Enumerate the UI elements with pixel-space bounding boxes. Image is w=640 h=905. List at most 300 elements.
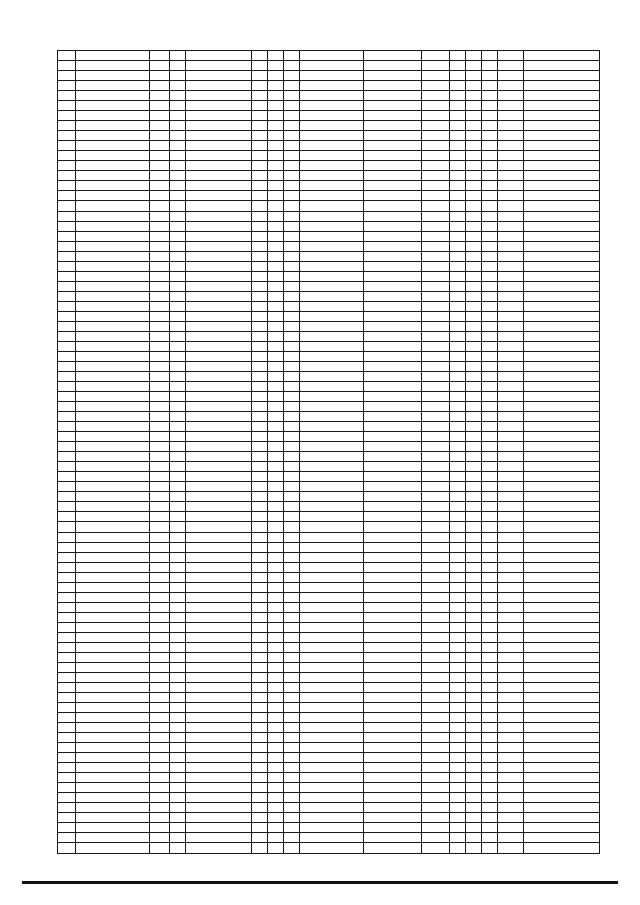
empty-cell [284, 271, 300, 281]
empty-cell [466, 522, 482, 532]
empty-cell [466, 773, 482, 783]
house-number [422, 432, 450, 442]
empty-cell [170, 61, 186, 71]
village-name [300, 743, 364, 753]
empty-cell [482, 331, 498, 341]
house-number [422, 361, 450, 371]
house-number [422, 241, 450, 251]
street-name [364, 492, 422, 502]
cadastral-code [76, 693, 150, 703]
street-name [364, 161, 422, 171]
empty-cell [284, 703, 300, 713]
table-row [58, 612, 600, 622]
empty-cell [450, 422, 466, 432]
empty-cell [466, 101, 482, 111]
empty-cell [524, 502, 600, 512]
table-row [58, 301, 600, 311]
empty-cell [450, 462, 466, 472]
empty-cell [284, 351, 300, 361]
empty-cell [150, 271, 170, 281]
empty-cell [466, 211, 482, 221]
house-number [422, 111, 450, 121]
object-type [498, 632, 524, 642]
empty-cell [482, 382, 498, 392]
table-row [58, 773, 600, 783]
empty-cell [450, 321, 466, 331]
empty-cell [150, 753, 170, 763]
table-row [58, 672, 600, 682]
empty-cell [284, 211, 300, 221]
empty-cell [524, 492, 600, 502]
street-name [364, 693, 422, 703]
empty-cell [170, 693, 186, 703]
empty-cell [482, 693, 498, 703]
street-name [364, 763, 422, 773]
table-row [58, 422, 600, 432]
street-name [364, 392, 422, 402]
empty-cell [268, 572, 284, 582]
empty-cell [284, 682, 300, 692]
empty-cell [150, 532, 170, 542]
cadastral-code [76, 743, 150, 753]
object-type [498, 693, 524, 703]
table-row [58, 51, 600, 61]
house-number [422, 331, 450, 341]
empty-cell [170, 241, 186, 251]
street-name [364, 231, 422, 241]
empty-cell [284, 542, 300, 552]
empty-cell [466, 592, 482, 602]
empty-cell [150, 672, 170, 682]
street-name [364, 532, 422, 542]
empty-cell [284, 161, 300, 171]
empty-cell [252, 291, 268, 301]
empty-cell [268, 221, 284, 231]
village-name [300, 171, 364, 181]
empty-cell [524, 101, 600, 111]
empty-cell [450, 111, 466, 121]
empty-cell [482, 51, 498, 61]
house-number [422, 502, 450, 512]
house-number [422, 221, 450, 231]
district-name [186, 562, 252, 572]
empty-cell [466, 813, 482, 823]
empty-cell [482, 181, 498, 191]
empty-cell [284, 582, 300, 592]
empty-cell [284, 251, 300, 261]
empty-cell [170, 743, 186, 753]
empty-cell [170, 763, 186, 773]
empty-cell [170, 111, 186, 121]
row-number [58, 271, 76, 281]
house-number [422, 151, 450, 161]
empty-cell [482, 522, 498, 532]
empty-cell [482, 763, 498, 773]
cadastral-code [76, 191, 150, 201]
empty-cell [252, 793, 268, 803]
object-type [498, 211, 524, 221]
district-name [186, 582, 252, 592]
street-name [364, 773, 422, 783]
empty-cell [450, 372, 466, 382]
village-name [300, 271, 364, 281]
house-number [422, 713, 450, 723]
empty-cell [170, 321, 186, 331]
empty-cell [450, 281, 466, 291]
empty-cell [482, 211, 498, 221]
empty-cell [252, 843, 268, 853]
object-type [498, 181, 524, 191]
empty-cell [150, 191, 170, 201]
row-number [58, 482, 76, 492]
cadastral-code [76, 382, 150, 392]
district-name [186, 452, 252, 462]
district-name [186, 341, 252, 351]
empty-cell [252, 763, 268, 773]
empty-cell [284, 552, 300, 562]
empty-cell [268, 833, 284, 843]
empty-cell [482, 341, 498, 351]
cadastral-code [76, 321, 150, 331]
village-name [300, 733, 364, 743]
empty-cell [450, 81, 466, 91]
district-name [186, 141, 252, 151]
empty-cell [252, 71, 268, 81]
village-name [300, 612, 364, 622]
empty-cell [170, 392, 186, 402]
row-number [58, 171, 76, 181]
row-number [58, 191, 76, 201]
street-name [364, 382, 422, 392]
empty-cell [150, 71, 170, 81]
street-name [364, 713, 422, 723]
empty-cell [450, 773, 466, 783]
village-name [300, 833, 364, 843]
empty-cell [268, 422, 284, 432]
street-name [364, 191, 422, 201]
row-number [58, 713, 76, 723]
empty-cell [450, 311, 466, 321]
empty-cell [170, 612, 186, 622]
street-name [364, 672, 422, 682]
table-row [58, 462, 600, 472]
empty-cell [170, 81, 186, 91]
object-type [498, 251, 524, 261]
empty-cell [466, 632, 482, 642]
empty-cell [450, 713, 466, 723]
empty-cell [150, 642, 170, 652]
empty-cell [268, 61, 284, 71]
row-number [58, 281, 76, 291]
object-type [498, 462, 524, 472]
empty-cell [150, 171, 170, 181]
empty-cell [482, 311, 498, 321]
district-name [186, 331, 252, 341]
empty-cell [150, 612, 170, 622]
empty-cell [252, 211, 268, 221]
cadastral-code [76, 602, 150, 612]
table-row [58, 121, 600, 131]
empty-cell [482, 662, 498, 672]
house-number [422, 101, 450, 111]
empty-cell [252, 733, 268, 743]
empty-cell [150, 91, 170, 101]
district-name [186, 482, 252, 492]
empty-cell [268, 652, 284, 662]
empty-cell [450, 542, 466, 552]
row-number [58, 512, 76, 522]
district-name [186, 301, 252, 311]
district-name [186, 281, 252, 291]
street-name [364, 783, 422, 793]
cadastral-code [76, 452, 150, 462]
empty-cell [466, 823, 482, 833]
empty-cell [524, 361, 600, 371]
district-name [186, 321, 252, 331]
object-type [498, 271, 524, 281]
empty-cell [252, 111, 268, 121]
empty-cell [284, 622, 300, 632]
table-row [58, 361, 600, 371]
empty-cell [524, 201, 600, 211]
empty-cell [284, 121, 300, 131]
district-name [186, 231, 252, 241]
village-name [300, 291, 364, 301]
district-name [186, 572, 252, 582]
street-name [364, 632, 422, 642]
empty-cell [524, 221, 600, 231]
object-type [498, 331, 524, 341]
empty-cell [450, 261, 466, 271]
village-name [300, 502, 364, 512]
empty-cell [524, 773, 600, 783]
table-row [58, 803, 600, 813]
empty-cell [170, 723, 186, 733]
empty-cell [268, 632, 284, 642]
empty-cell [268, 843, 284, 853]
empty-cell [170, 442, 186, 452]
cadastral-code [76, 512, 150, 522]
empty-cell [284, 652, 300, 662]
empty-cell [450, 733, 466, 743]
street-name [364, 733, 422, 743]
row-number [58, 502, 76, 512]
object-type [498, 341, 524, 351]
empty-cell [252, 251, 268, 261]
empty-cell [170, 71, 186, 81]
district-name [186, 502, 252, 512]
district-name [186, 843, 252, 853]
district-name [186, 703, 252, 713]
empty-cell [482, 452, 498, 462]
empty-cell [450, 803, 466, 813]
cadastral-code [76, 271, 150, 281]
table-row [58, 743, 600, 753]
empty-cell [252, 331, 268, 341]
empty-cell [284, 281, 300, 291]
empty-cell [524, 823, 600, 833]
cadastral-code [76, 111, 150, 121]
empty-cell [150, 713, 170, 723]
empty-cell [284, 71, 300, 81]
row-number [58, 91, 76, 101]
row-number [58, 522, 76, 532]
district-name [186, 602, 252, 612]
empty-cell [284, 843, 300, 853]
empty-cell [450, 783, 466, 793]
empty-cell [466, 271, 482, 281]
empty-cell [284, 372, 300, 382]
table-row [58, 482, 600, 492]
village-name [300, 723, 364, 733]
empty-cell [170, 432, 186, 442]
village-name [300, 462, 364, 472]
empty-cell [466, 622, 482, 632]
empty-cell [482, 221, 498, 231]
empty-cell [524, 231, 600, 241]
empty-cell [482, 492, 498, 502]
empty-cell [252, 301, 268, 311]
empty-cell [150, 51, 170, 61]
house-number [422, 522, 450, 532]
empty-cell [268, 111, 284, 121]
empty-cell [252, 512, 268, 522]
object-type [498, 171, 524, 181]
row-number [58, 622, 76, 632]
empty-cell [450, 231, 466, 241]
empty-cell [482, 141, 498, 151]
table-row [58, 321, 600, 331]
empty-cell [466, 241, 482, 251]
district-name [186, 291, 252, 301]
village-name [300, 572, 364, 582]
cadastral-code [76, 622, 150, 632]
house-number [422, 482, 450, 492]
empty-cell [482, 612, 498, 622]
house-number [422, 201, 450, 211]
empty-cell [450, 562, 466, 572]
table-row [58, 783, 600, 793]
empty-cell [482, 793, 498, 803]
table-row [58, 813, 600, 823]
district-name [186, 592, 252, 602]
house-number [422, 693, 450, 703]
empty-cell [170, 361, 186, 371]
cadastral-code [76, 301, 150, 311]
table-row [58, 522, 600, 532]
house-number [422, 291, 450, 301]
row-number [58, 542, 76, 552]
empty-cell [524, 161, 600, 171]
village-name [300, 211, 364, 221]
empty-cell [284, 422, 300, 432]
district-name [186, 512, 252, 522]
table-row [58, 652, 600, 662]
house-number [422, 492, 450, 502]
district-name [186, 191, 252, 201]
empty-cell [150, 331, 170, 341]
cadastral-code [76, 472, 150, 482]
empty-cell [482, 71, 498, 81]
object-type [498, 622, 524, 632]
object-type [498, 502, 524, 512]
row-number [58, 602, 76, 612]
empty-cell [466, 61, 482, 71]
empty-cell [284, 412, 300, 422]
empty-cell [284, 61, 300, 71]
empty-cell [150, 131, 170, 141]
empty-cell [252, 341, 268, 351]
village-name [300, 181, 364, 191]
empty-cell [524, 271, 600, 281]
empty-cell [150, 61, 170, 71]
empty-cell [170, 733, 186, 743]
empty-cell [268, 311, 284, 321]
village-name [300, 682, 364, 692]
empty-cell [252, 662, 268, 672]
empty-cell [524, 512, 600, 522]
village-name [300, 311, 364, 321]
table-row [58, 532, 600, 542]
street-name [364, 622, 422, 632]
empty-cell [482, 582, 498, 592]
bottom-rule [22, 881, 618, 884]
district-name [186, 412, 252, 422]
village-name [300, 161, 364, 171]
empty-cell [466, 542, 482, 552]
empty-cell [466, 382, 482, 392]
empty-cell [268, 91, 284, 101]
row-number [58, 472, 76, 482]
street-name [364, 723, 422, 733]
object-type [498, 321, 524, 331]
row-number [58, 703, 76, 713]
empty-cell [524, 542, 600, 552]
empty-cell [150, 251, 170, 261]
empty-cell [466, 562, 482, 572]
object-type [498, 452, 524, 462]
empty-cell [450, 251, 466, 261]
object-type [498, 311, 524, 321]
empty-cell [524, 422, 600, 432]
empty-cell [284, 662, 300, 672]
district-name [186, 662, 252, 672]
empty-cell [268, 703, 284, 713]
street-name [364, 101, 422, 111]
empty-cell [450, 211, 466, 221]
street-name [364, 462, 422, 472]
empty-cell [268, 542, 284, 552]
empty-cell [170, 662, 186, 672]
street-name [364, 452, 422, 462]
empty-cell [268, 121, 284, 131]
empty-cell [450, 662, 466, 672]
table-row [58, 602, 600, 612]
village-name [300, 201, 364, 211]
empty-cell [284, 131, 300, 141]
empty-cell [150, 81, 170, 91]
cadastral-code [76, 412, 150, 422]
village-name [300, 191, 364, 201]
empty-cell [252, 552, 268, 562]
empty-cell [268, 512, 284, 522]
street-name [364, 472, 422, 482]
empty-cell [268, 602, 284, 612]
empty-cell [524, 171, 600, 181]
empty-cell [284, 512, 300, 522]
street-name [364, 833, 422, 843]
empty-cell [252, 693, 268, 703]
